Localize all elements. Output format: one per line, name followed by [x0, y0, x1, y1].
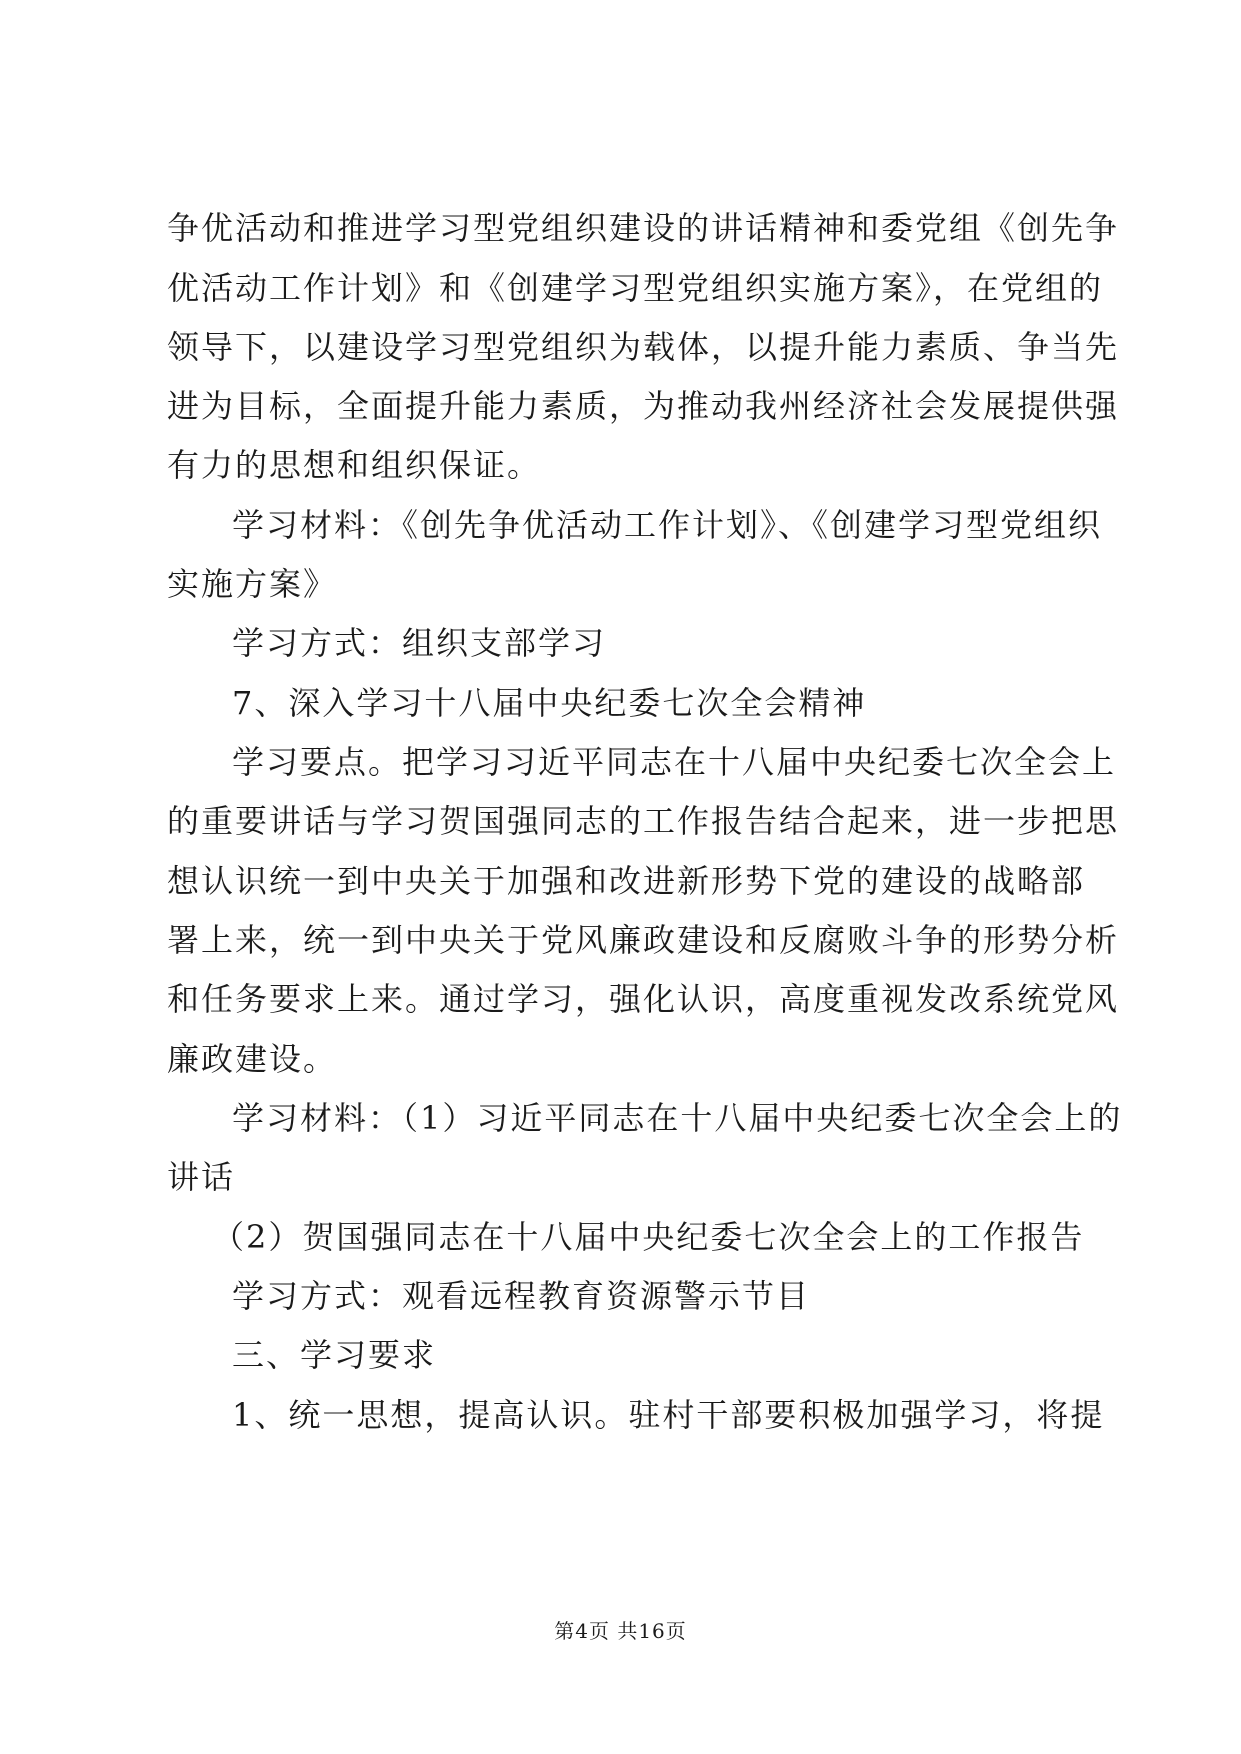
body-line: 领导下，以建设学习型党组织为载体，以提升能力素质、争当先 — [167, 328, 1120, 366]
body-line: （2）贺国强同志在十八届中央纪委七次全会上的工作报告 — [212, 1218, 1085, 1256]
body-line: 学习方式：观看远程教育资源警示节目 — [232, 1277, 811, 1315]
page-footer: 第4页 共16页 — [554, 1619, 687, 1643]
body-line: 学习方式：组织支部学习 — [232, 624, 607, 662]
body-line: 实施方案》 — [167, 565, 338, 603]
body-line: 讲话 — [167, 1158, 236, 1196]
section-heading: 7、深入学习十八届中央纪委七次全会精神 — [232, 684, 867, 722]
body-line: 想认识统一到中央关于加强和改进新形势下党的建设的战略部 — [167, 862, 1086, 900]
body-line: 有力的思想和组织保证。 — [167, 446, 542, 484]
body-line: 署上来，统一到中央关于党风廉政建设和反腐败斗争的形势分析 — [167, 921, 1120, 959]
section-heading: 三、学习要求 — [232, 1336, 437, 1374]
body-line: 学习要点。把学习习近平同志在十八届中央纪委七次全会上 — [232, 743, 1117, 781]
body-line: 学习材料：（1）习近平同志在十八届中央纪委七次全会上的 — [232, 1099, 1123, 1137]
body-line: 的重要讲话与学习贺国强同志的工作报告结合起来，进一步把思 — [167, 802, 1120, 840]
body-line: 和任务要求上来。通过学习，强化认识，高度重视发改系统党风 — [167, 980, 1120, 1018]
body-line: 学习材料：《创先争优活动工作计划》、《创建学习型党组织 — [232, 506, 1103, 544]
body-line: 进为目标，全面提升能力素质，为推动我州经济社会发展提供强 — [167, 387, 1120, 425]
body-line: 1、统一思想，提高认识。驻村干部要积极加强学习，将提 — [232, 1396, 1105, 1434]
body-line: 廉政建设。 — [167, 1040, 338, 1078]
body-line: 争优活动和推进学习型党组织建设的讲话精神和委党组《创先争 — [167, 209, 1120, 247]
body-line: 优活动工作计划》和《创建学习型党组织实施方案》，在党组的 — [167, 269, 1104, 307]
